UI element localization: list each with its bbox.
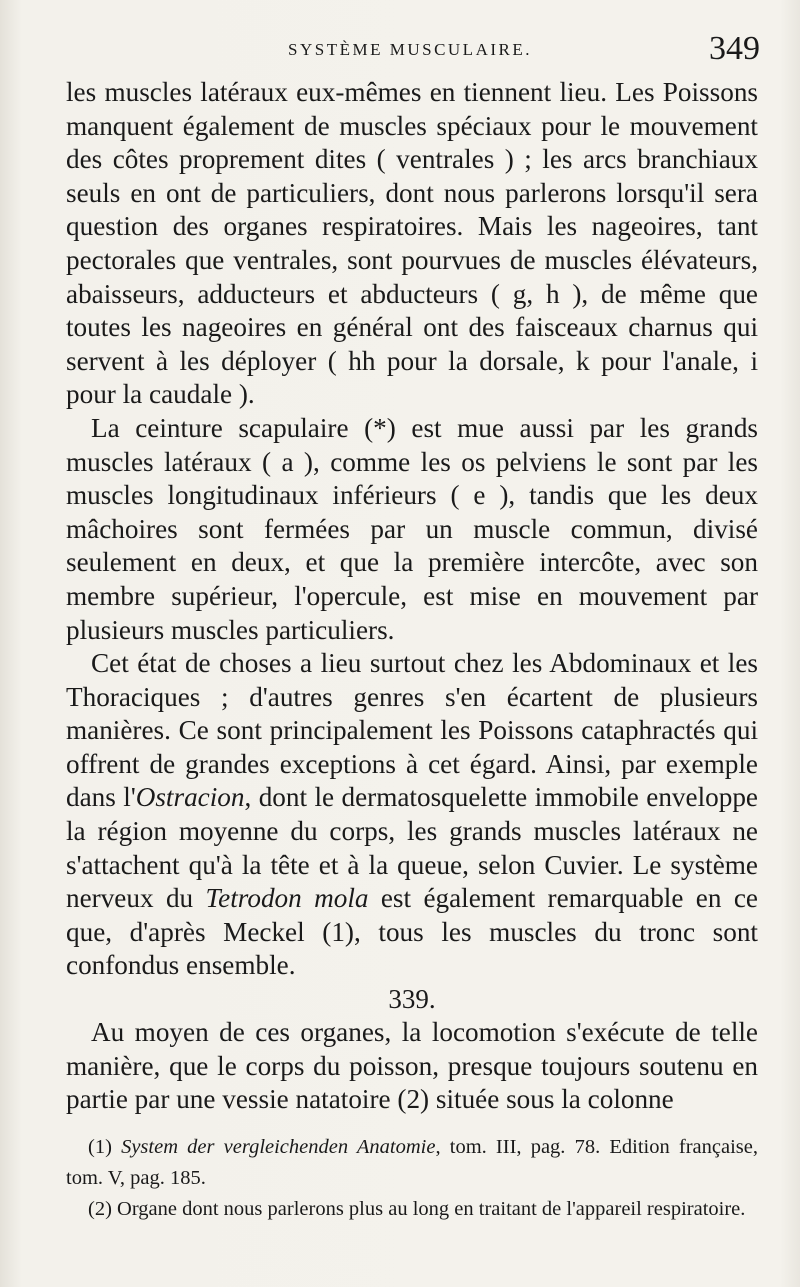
footnote-text: , tom. III, pag. 78. Edition française, tom. V, pag. 185. — [66, 1136, 758, 1189]
text-run: est également remarquable en ce que, d'après Meckel (1), tous les muscles du tronc sont confondus ensemble. — [66, 883, 758, 981]
section-number: 339. — [388, 984, 436, 1015]
text-run: Cet état de choses a lieu surtout chez les Abdominaux et les Thoraciques ; d'autres genres s'en écartent de plusieurs manières. Ce sont principalement les Poissons cataphractés qui offrent de grandes exceptions à cet égard. Ainsi, par exemple dans l' — [66, 648, 758, 813]
footnote-mark: (1) — [88, 1136, 122, 1158]
italic-species-name: Tetrodon mola — [205, 883, 369, 914]
footnotes — [66, 1132, 758, 1225]
italic-genus-name: Ostracion — [135, 782, 245, 813]
page-number: 349 — [709, 30, 760, 67]
text-run: , dont le dermatosquelette immobile enveloppe la région moyenne du corps, les grands muscles latéraux ne s'attachent qu'à la tête et à la queue, selon Cuvier. Le système nerveux du — [66, 782, 758, 914]
body-text — [66, 76, 758, 1117]
footnote: (2) Organe dont nous parlerons plus au long en traitant de l'appareil respiratoire. — [88, 1198, 746, 1220]
page-header — [60, 30, 760, 80]
paragraph: La ceinture scapulaire (*) est mue aussi par les grands muscles latéraux ( a ), comme les os pelviens le sont par les muscles longitudinaux inférieurs ( e ), tandis que les deux mâchoires sont fermées par un muscle commun, divisé seulement en deux, et que la première intercôte, avec son membre supérieur, l'opercule, est mise en mouvement par plusieurs muscles particuliers. — [66, 412, 758, 645]
paragraph: Au moyen de ces organes, la locomotion s'exécute de telle manière, que le corps du poisson, presque toujours soutenu en partie par une vessie natatoire (2) située sous la colonne — [66, 1017, 758, 1115]
footnote-title: System der vergleichenden Anatomie — [121, 1136, 436, 1158]
footnote — [66, 1132, 758, 1194]
paragraph — [66, 647, 758, 983]
running-head: SYSTÈME MUSCULAIRE. — [288, 40, 532, 59]
paragraph: les muscles latéraux eux-mêmes en tiennent lieu. Les Poissons manquent également de muscles spéciaux pour le mouvement des côtes proprement dites ( ventrales ) ; les arcs branchiaux seuls en ont de particuliers, dont nous parlerons lorsqu'il sera question des organes respiratoires. Mais les nageoires, tant pectorales que ventrales, sont pourvues de muscles élévateurs, abaisseurs, adducteurs et abducteurs ( g, h ), de même que toutes les nageoires en général ont des faisceaux charnus qui servent à les déployer ( hh pour la dorsale, k pour l'anale, i pour la caudale ). — [66, 77, 758, 410]
